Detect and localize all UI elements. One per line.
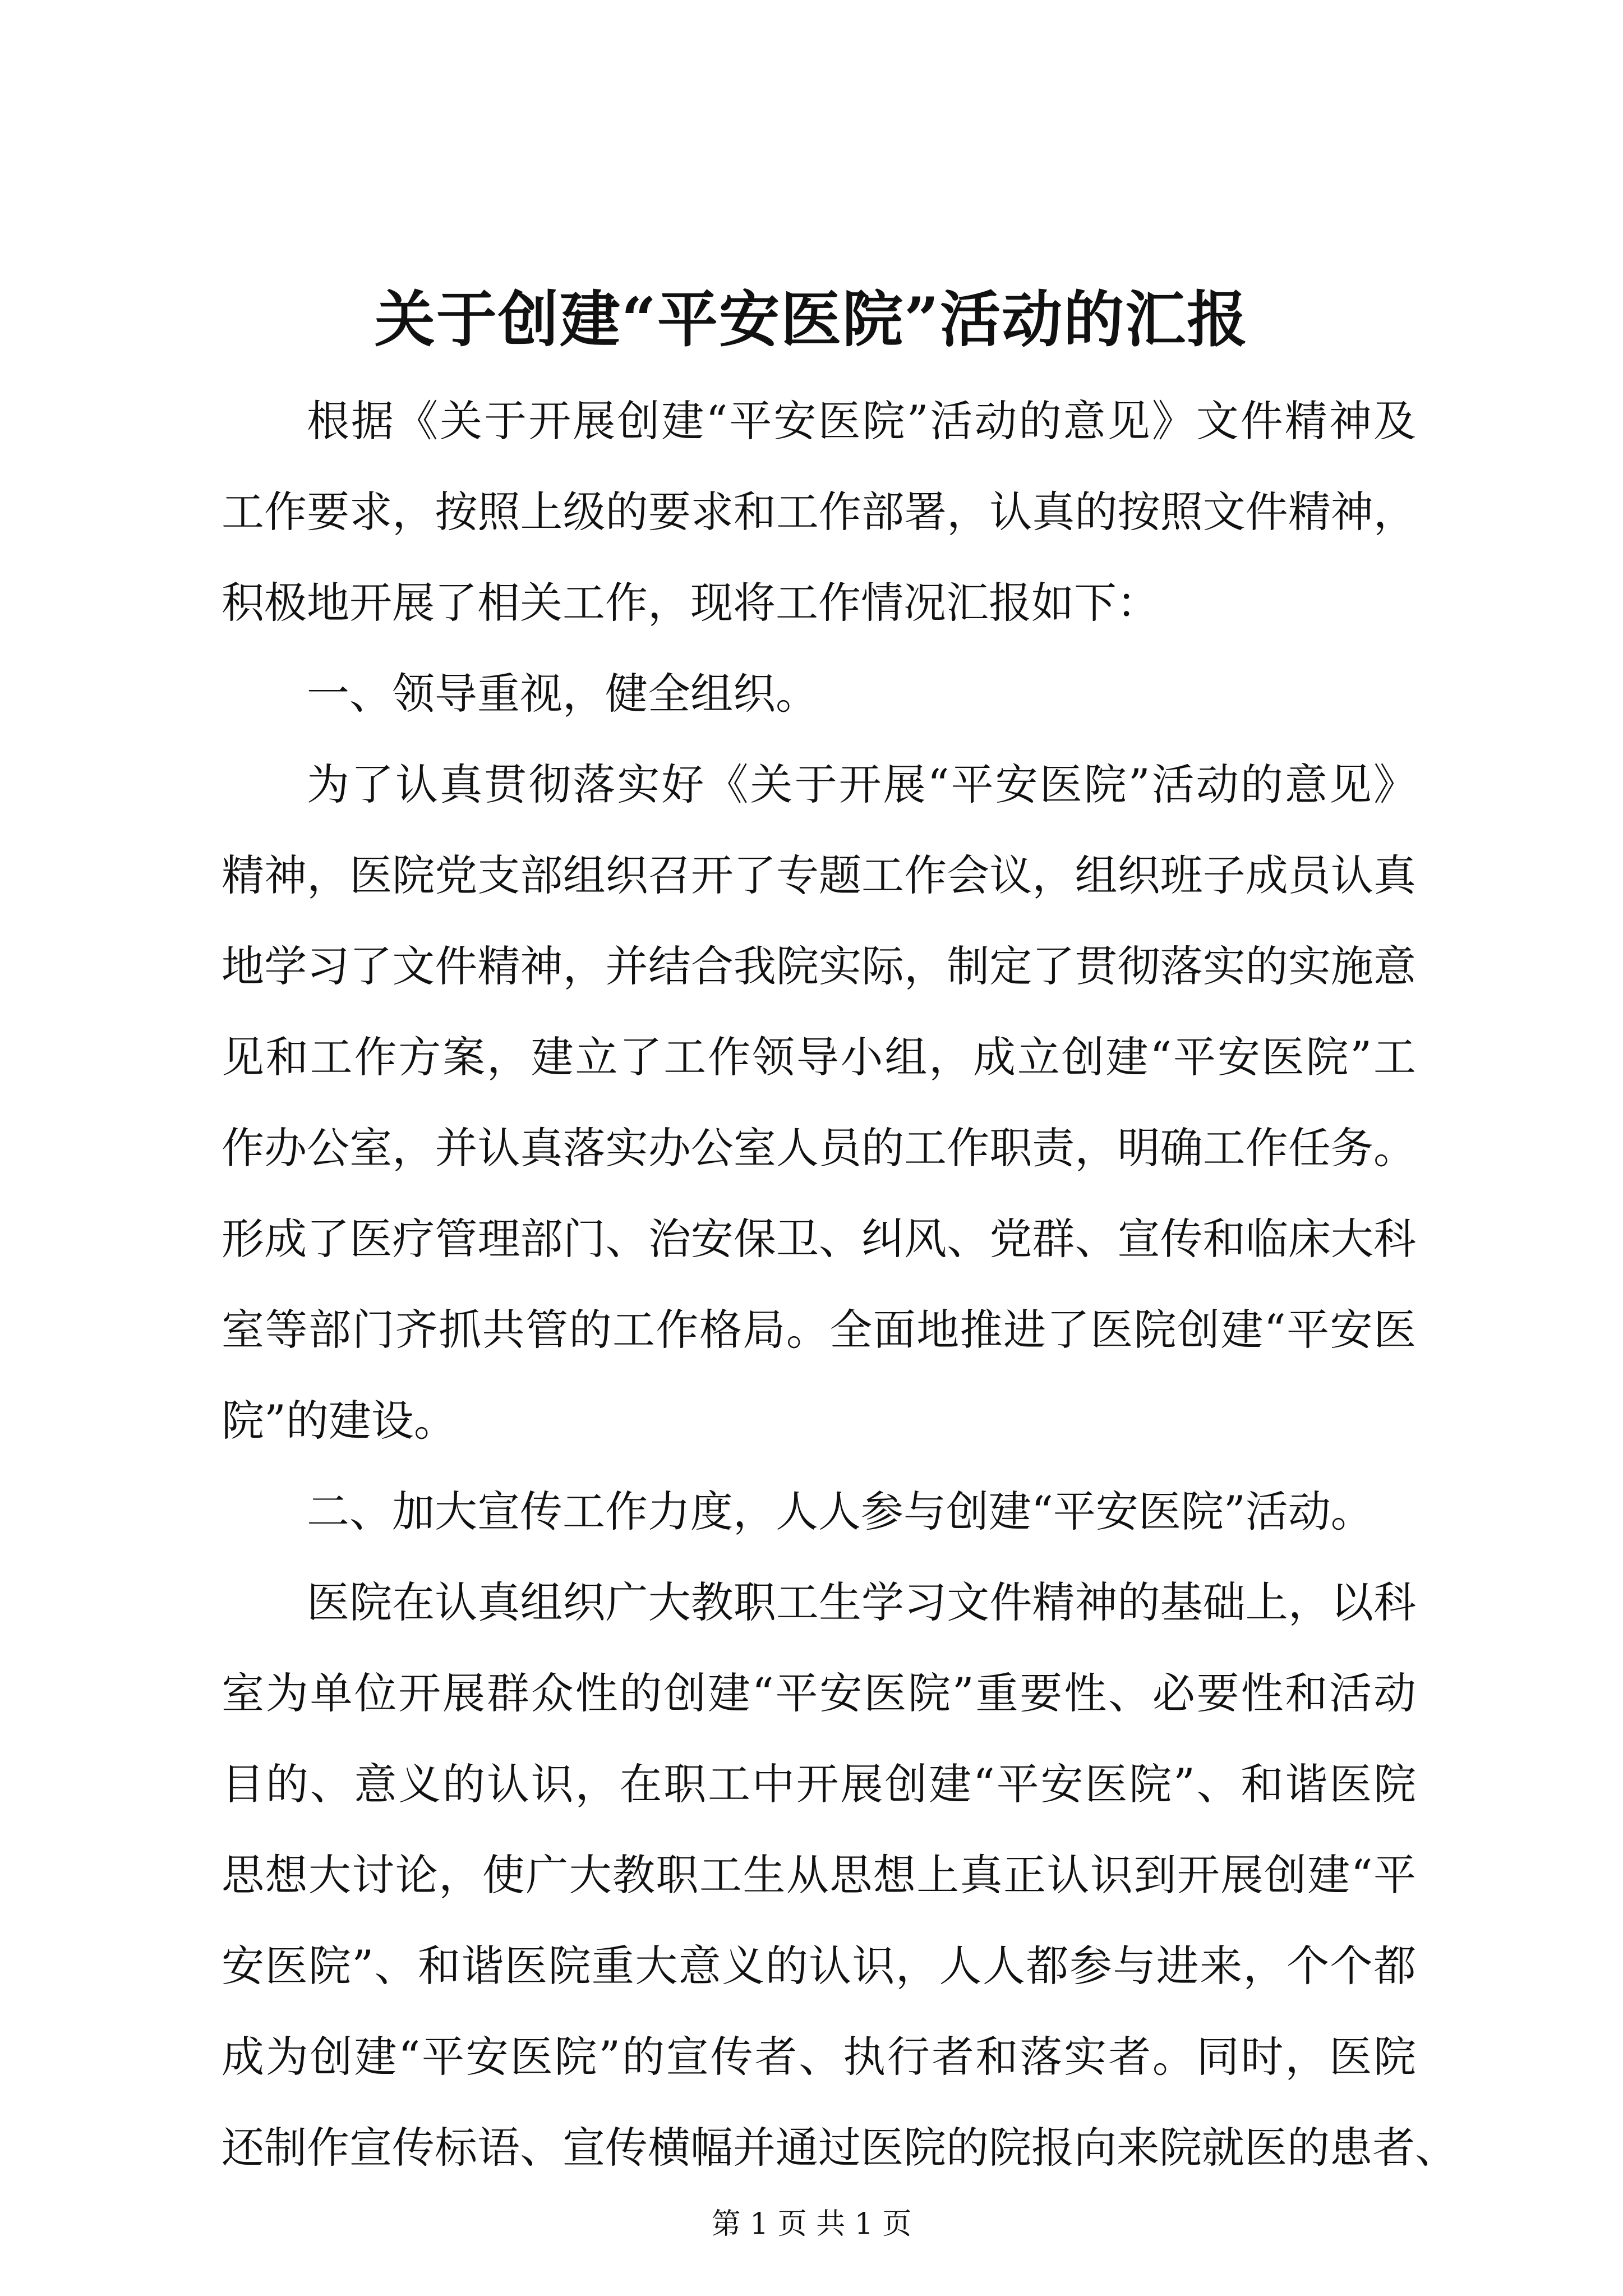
page-footer: 第 1 页 共 1 页 — [711, 2207, 912, 2241]
text-line: 作办公室，并认真落实办公室人员的工作职责，明确工作任务。 — [222, 1123, 1416, 1173]
text-line: 室等部门齐抓共管的工作格局。全面地推进了医院创建“平安医 — [222, 1305, 1416, 1355]
text-line: 目的、意义的认识，在职工中开展创建“平安医院”、和谐医院 — [222, 1759, 1416, 1809]
text-line: 工作要求，按照上级的要求和工作部署，认真的按照文件精神， — [222, 487, 1416, 537]
text-line: 积极地开展了相关工作，现将工作情况汇报如下： — [222, 578, 1159, 628]
text-line: 院”的建设。 — [222, 1396, 457, 1446]
text-line: 见和工作方案，建立了工作领导小组，成立创建“平安医院”工 — [222, 1032, 1416, 1082]
document-body — [222, 376, 1458, 2193]
text-line: 根据《关于开展创建“平安医院”活动的意见》文件精神及 — [307, 396, 1416, 446]
text-line: 地学习了文件精神，并结合我院实际，制定了贯彻落实的实施意 — [222, 941, 1416, 991]
text-line: 安医院”、和谐医院重大意义的认识，人人都参与进来，个个都 — [222, 1941, 1416, 1991]
text-line: 思想大讨论，使广大教职工生从思想上真正认识到开展创建“平 — [222, 1850, 1416, 1900]
text-line: 成为创建“平安医院”的宣传者、执行者和落实者。同时，医院 — [222, 2032, 1416, 2082]
text-line: 医院在认真组织广大教职工生学习文件精神的基础上，以科 — [307, 1577, 1416, 1627]
text-line: 一、领导重视，健全组织。 — [307, 669, 818, 719]
text-line: 二、加大宣传工作力度，人人参与创建“平安医院”活动。 — [307, 1487, 1373, 1536]
text-line: 室为单位开展群众性的创建“平安医院”重要性、必要性和活动 — [222, 1668, 1416, 1718]
text-line: 还制作宣传标语、宣传横幅并通过医院的院报向来院就医的患者、 — [222, 2123, 1458, 2173]
text-line: 精神，医院党支部组织召开了专题工作会议，组织班子成员认真 — [222, 850, 1416, 900]
text-line: 形成了医疗管理部门、治安保卫、纠风、党群、宣传和临床大科 — [222, 1214, 1416, 1264]
text-line: 为了认真贯彻落实好《关于开展“平安医院”活动的意见》 — [307, 760, 1416, 809]
document-title: 关于创建“平安医院”活动的汇报 — [374, 284, 1249, 355]
